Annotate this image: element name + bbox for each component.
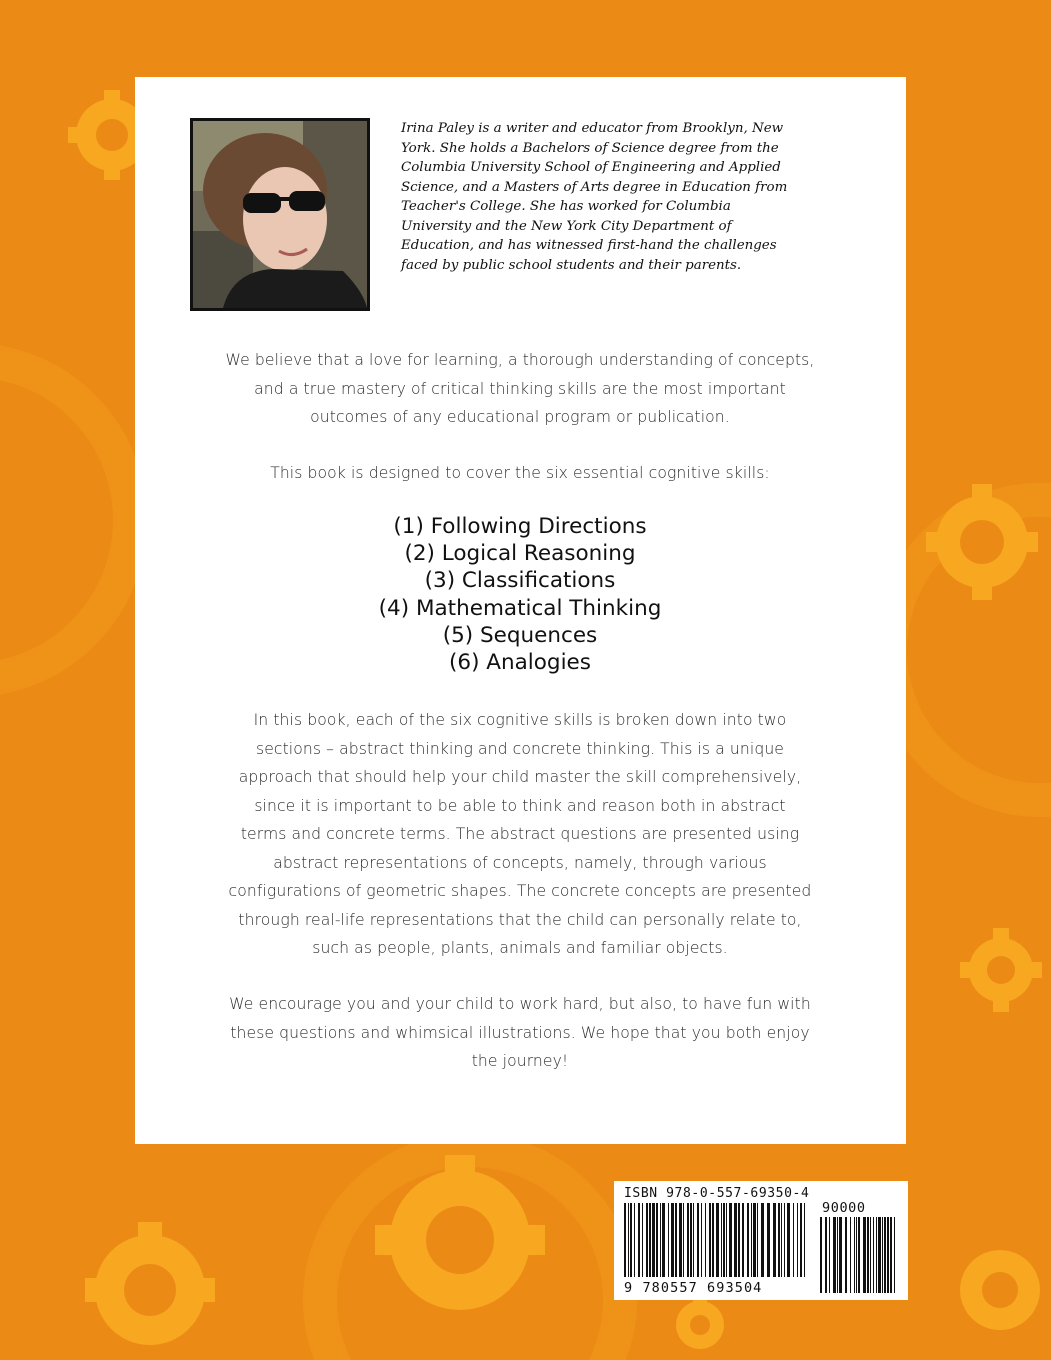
barcode-bar: [738, 1203, 740, 1277]
skill-item: (6) Analogies: [449, 650, 591, 676]
author-portrait: [193, 121, 367, 308]
barcode-bar: [628, 1203, 629, 1277]
barcode-bar: [761, 1203, 764, 1277]
barcode-bar: [716, 1203, 719, 1277]
barcode-bar: [767, 1203, 770, 1277]
barcode-bar: [734, 1203, 737, 1277]
barcode-bar: [712, 1203, 714, 1277]
addon-bar: [884, 1217, 886, 1293]
addon-bar: [863, 1217, 866, 1293]
barcode-bar: [773, 1203, 776, 1277]
addon-bar: [894, 1217, 895, 1293]
addon-bar: [850, 1217, 851, 1293]
barcode-bar: [630, 1203, 632, 1277]
bio-line: Teacher's College. She has worked for Columbia: [401, 199, 731, 214]
barcode-bar: [753, 1203, 756, 1277]
approach-line: through real-life representations that the child can personally relate to,: [238, 910, 802, 929]
approach-line: configurations of geometric shapes. The concrete concepts are presented: [228, 882, 812, 900]
barcode-bar: [690, 1203, 692, 1277]
price-code: 90000: [822, 1200, 866, 1216]
barcode-bar: [723, 1203, 725, 1277]
barcode-bar: [793, 1203, 794, 1277]
isbn-barcode: [614, 1181, 908, 1300]
approach-line: since it is important to be able to think and reason both in abstract: [254, 796, 786, 815]
skill-item: (3) Classifications: [424, 568, 616, 594]
barcode-bar: [652, 1203, 655, 1277]
addon-bar: [829, 1217, 830, 1293]
barcode-bar: [726, 1203, 727, 1277]
skill-item: (2) Logical Reasoning: [404, 541, 636, 567]
addon-bar: [839, 1217, 842, 1293]
bio-line: Science, and a Masters of Arts degree in Education from: [401, 179, 788, 195]
barcode-bar: [679, 1203, 682, 1277]
addon-bar: [820, 1217, 822, 1293]
addon-bar: [887, 1217, 889, 1293]
skill-item: (5) Sequences: [442, 622, 598, 648]
isbn-number: ISBN 978-0-557-69350-4: [624, 1186, 810, 1201]
barcode-bar: [701, 1203, 702, 1277]
barcode-bar: [804, 1203, 805, 1277]
barcode-bar: [675, 1203, 677, 1277]
barcode-bar: [747, 1203, 749, 1277]
approach-line: abstract representations of concepts, namely, through various: [273, 853, 767, 872]
bio-line: York. She holds a Bachelors of Science degree from the: [401, 140, 779, 156]
bio-line: Columbia University School of Engineering and Applied: [401, 160, 781, 175]
approach-paragraph: [180, 706, 860, 963]
approach-line: such as people, plants, animals and familiar objects.: [312, 939, 728, 957]
intro-line: and a true mastery of critical thinking skills are the most important: [254, 379, 786, 398]
barcode-bar: [729, 1203, 732, 1277]
barcode-bar: [683, 1203, 684, 1277]
intro-line: outcomes of any educational program or publication.: [310, 408, 730, 426]
barcode-bar: [671, 1203, 674, 1277]
intro-paragraph: [180, 346, 860, 432]
addon-bar: [870, 1217, 871, 1293]
closing-line: We encourage you and your child to work hard, but also, to have fun with: [229, 995, 811, 1013]
addon-bar: [867, 1217, 869, 1293]
addon-bar: [873, 1217, 874, 1293]
approach-line: sections – abstract thinking and concrete thinking. This is a unique: [255, 739, 785, 758]
barcode-bar: [797, 1203, 798, 1277]
content-card: [135, 77, 906, 1144]
bio-line: University and the New York City Department of: [401, 218, 732, 234]
skill-item: (1) Following Directions: [393, 514, 647, 539]
barcode-bar: [624, 1203, 626, 1277]
barcode-bar: [693, 1203, 694, 1277]
addon-bar: [833, 1217, 836, 1293]
approach-line: approach that should help your child master the skill comprehensively,: [238, 768, 802, 786]
intro-line: We believe that a love for learning, a thorough understanding of concepts,: [225, 351, 815, 369]
bio-line: Irina Paley is a writer and educator from Brooklyn, New: [401, 121, 784, 136]
barcode-bar: [660, 1203, 661, 1277]
closing-line: the journey!: [471, 1052, 569, 1070]
barcode-bar: [800, 1203, 802, 1277]
barcode-bar: [778, 1203, 780, 1277]
barcode-bar: [638, 1203, 640, 1277]
addon-bar: [876, 1217, 877, 1293]
addon-bar: [882, 1217, 883, 1293]
barcode-bar: [709, 1203, 711, 1277]
barcode-bar: [662, 1203, 665, 1277]
design-note: This book is designed to cover the six essential cognitive skills:: [270, 464, 770, 482]
skills-list: [180, 513, 860, 676]
barcode-bar: [721, 1203, 722, 1277]
closing-paragraph: [180, 990, 860, 1076]
barcode-bar: [634, 1203, 635, 1277]
barcode-bar: [687, 1203, 689, 1277]
addon-bar: [858, 1217, 860, 1293]
barcode-bar: [757, 1203, 758, 1277]
barcode-bar: [781, 1203, 782, 1277]
barcode-bar: [649, 1203, 651, 1277]
addon-bar: [878, 1217, 881, 1293]
addon-bar: [856, 1217, 857, 1293]
addon-bar: [825, 1217, 827, 1293]
barcode-bar: [751, 1203, 752, 1277]
skill-item: (4) Mathematical Thinking: [378, 595, 662, 621]
addon-bar: [837, 1217, 838, 1293]
author-photo: [190, 118, 370, 311]
barcode-bar: [642, 1203, 643, 1277]
ean-digits: 9 780557 693504: [624, 1280, 763, 1296]
bio-line: Education, and has witnessed first-hand the challenges: [401, 238, 777, 253]
approach-line: In this book, each of the six cognitive skills is broken down into two: [253, 711, 787, 729]
closing-line: these questions and whimsical illustrations. We hope that you both enjoy: [230, 1023, 810, 1042]
addon-bar: [890, 1217, 892, 1293]
bio-line: faced by public school students and their parents.: [401, 257, 742, 273]
barcode-bar: [697, 1203, 699, 1277]
addon-bar: [845, 1217, 847, 1293]
barcode-bar: [656, 1203, 658, 1277]
addon-bar: [854, 1217, 855, 1293]
barcode-bar: [646, 1203, 648, 1277]
approach-line: terms and concrete terms. The abstract questions are presented using: [240, 825, 800, 843]
author-bio: [401, 119, 851, 275]
barcode-bar: [784, 1203, 785, 1277]
barcode-bar: [787, 1203, 790, 1277]
barcode-bar: [705, 1203, 706, 1277]
barcode-bar: [668, 1203, 669, 1277]
barcode-bar: [742, 1203, 744, 1277]
